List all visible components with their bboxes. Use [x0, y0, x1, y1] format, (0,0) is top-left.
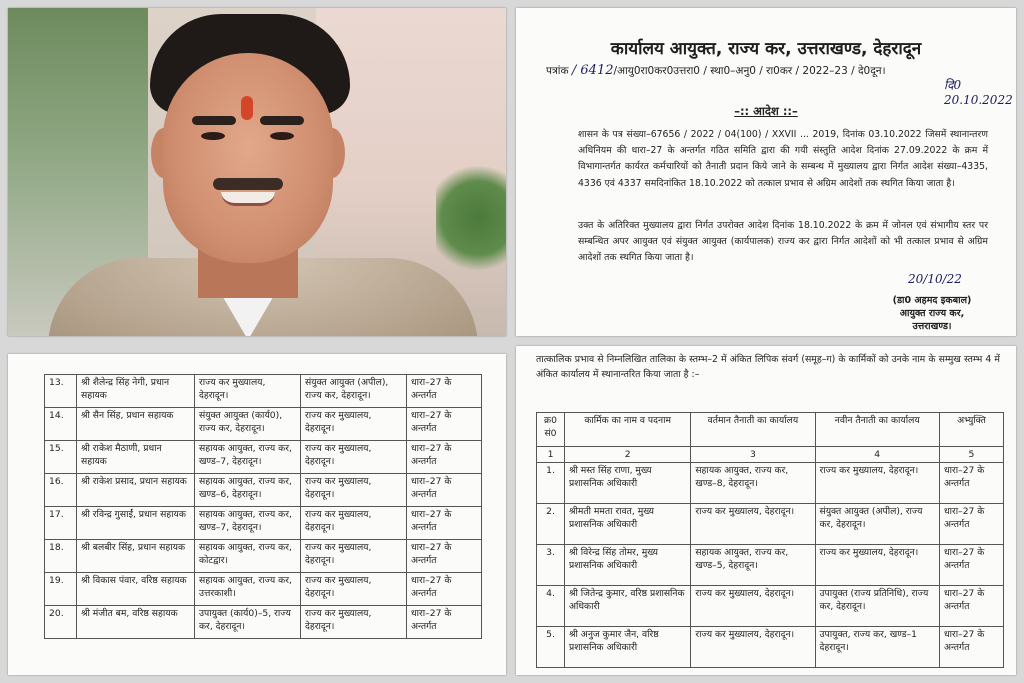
new-posting: राज्य कर मुख्यालय, देहरादून। — [301, 540, 407, 573]
employee-name: श्री जितेन्द्र कुमार, वरिष्ठ प्रशासनिक अधिकारी — [565, 586, 691, 627]
table-row — [45, 540, 482, 573]
column-index: 2 — [565, 447, 691, 463]
row-number: 15. — [45, 441, 77, 474]
row-number: 3. — [537, 545, 565, 586]
current-posting: राज्य कर मुख्यालय, देहरादून। — [195, 375, 301, 408]
table-row — [45, 606, 482, 639]
header-remark: अभ्युक्ति — [939, 413, 1003, 447]
row-number: 14. — [45, 408, 77, 441]
row-number: 1. — [537, 463, 565, 504]
remark: धारा–27 के अन्तर्गत — [939, 545, 1003, 586]
table-row — [45, 474, 482, 507]
current-posting: उपायुक्त (कार्य0)–5, राज्य कर, देहरादून। — [195, 606, 301, 639]
remark: धारा–27 के अन्तर्गत — [407, 606, 482, 639]
employee-name: श्री मस्त सिंह राणा, मुख्य प्रशासनिक अधिकारी — [565, 463, 691, 504]
new-posting: राज्य कर मुख्यालय, देहरादून। — [301, 573, 407, 606]
header-current: वर्तमान तैनाती का कार्यालय — [691, 413, 815, 447]
row-number: 20. — [45, 606, 77, 639]
row-number: 4. — [537, 586, 565, 627]
new-posting: संयुक्त आयुक्त (अपील), राज्य कर, देहरादून। — [815, 504, 939, 545]
employee-name: श्री अनुज कुमार जैन, वरिष्ठ प्रशासनिक अधिकारी — [565, 627, 691, 668]
new-posting: राज्य कर मुख्यालय, देहरादून। — [301, 507, 407, 540]
new-posting: राज्य कर मुख्यालय, देहरादून। — [301, 474, 407, 507]
current-posting: राज्य कर मुख्यालय, देहरादून। — [691, 627, 815, 668]
remark: धारा–27 के अन्तर्गत — [407, 540, 482, 573]
table-row — [537, 463, 1004, 504]
employee-name: श्री सैन सिंह, प्रधान सहायक — [77, 408, 195, 441]
column-index: 3 — [691, 447, 815, 463]
column-index: 5 — [939, 447, 1003, 463]
doc-paragraph-2: उक्त के अतिरिक्त मुख्यालय द्वारा निर्गत उपरोक्त आदेश दिनांक 18.10.2022 के क्रम में जोनल एवं संभागीय स्तर पर सम्बन्धित अपर आयुक्त एवं संयुक्त आयुक्त (कार्यपालक) राज्य कर द्वारा निर्गत आदेशों को भी तत्काल प्रभाव से अग्रिम आदेशों तक स्थगित किया जाता है। — [578, 220, 988, 264]
new-posting: राज्य कर मुख्यालय, देहरादून। — [301, 606, 407, 639]
photo-tilak — [241, 96, 253, 120]
row-number: 19. — [45, 573, 77, 606]
remark: धारा–27 के अन्तर्गत — [407, 408, 482, 441]
photo-tree — [436, 158, 506, 278]
employee-name: श्री शैलेन्द्र सिंह नेगी, प्रधान सहायक — [77, 375, 195, 408]
portrait-photo — [8, 8, 506, 336]
transfer-table-start — [516, 346, 1016, 675]
column-index: 4 — [815, 447, 939, 463]
row-number: 16. — [45, 474, 77, 507]
employee-name: श्री बलबीर सिंह, प्रधान सहायक — [77, 540, 195, 573]
header-name: कार्मिक का नाम व पदनाम — [565, 413, 691, 447]
transfer-table-right — [536, 412, 1004, 668]
doc-signatory-block — [872, 294, 992, 333]
remark: धारा–27 के अन्तर्गत — [939, 586, 1003, 627]
table-row — [537, 545, 1004, 586]
doc-office-title: कार्यालय आयुक्त, राज्य कर, उत्तराखण्ड, देहरादून — [610, 39, 922, 59]
current-posting: सहायक आयुक्त, राज्य कर, खण्ड–7, देहरादून। — [195, 507, 301, 540]
remark: धारा–27 के अन्तर्गत — [407, 507, 482, 540]
doc-ref-text: /आयु0रा0कर0उत्तरा0 / स्था0–अनु0 / रा0कर / 2022–23 / दे0दून। — [613, 65, 886, 77]
remark: धारा–27 के अन्तर्गत — [939, 504, 1003, 545]
order-document — [516, 8, 1016, 336]
new-posting: राज्य कर मुख्यालय, देहरादून। — [815, 545, 939, 586]
remark: धारा–27 के अन्तर्गत — [407, 375, 482, 408]
current-posting: सहायक आयुक्त, राज्य कर, खण्ड–7, देहरादून। — [195, 441, 301, 474]
employee-name: श्री विकास पंवार, वरिष्ठ सहायक — [77, 573, 195, 606]
photo-brow-right — [260, 116, 304, 125]
employee-name: श्री विरेन्द्र सिंह तोमर, मुख्य प्रशासनिक अधिकारी — [565, 545, 691, 586]
employee-name: श्री रविन्द्र गुसाईं, प्रधान सहायक — [77, 507, 195, 540]
header-serial: क्र0 सं0 — [537, 413, 565, 447]
employee-name: श्रीमती ममता रावत, मुख्य प्रशासनिक अधिकारी — [565, 504, 691, 545]
doc-signatory-designation: आयुक्त राज्य कर, — [899, 308, 965, 319]
photo-smile — [221, 192, 275, 206]
photo-brow-left — [192, 116, 236, 125]
table-row — [537, 627, 1004, 668]
table-row — [537, 504, 1004, 545]
header-new: नवीन तैनाती का कार्यालय — [815, 413, 939, 447]
current-posting: संयुक्त आयुक्त (कार्य0), राज्य कर, देहरादून। — [195, 408, 301, 441]
remark: धारा–27 के अन्तर्गत — [939, 627, 1003, 668]
row-number: 2. — [537, 504, 565, 545]
current-posting: सहायक आयुक्त, राज्य कर, खण्ड–6, देहरादून। — [195, 474, 301, 507]
photo-eye-left — [201, 132, 225, 140]
photo-face — [163, 53, 333, 263]
transfer-table-continued — [8, 354, 506, 675]
new-posting: राज्य कर मुख्यालय, देहरादून। — [301, 441, 407, 474]
doc-reference-line — [546, 63, 886, 78]
current-posting: सहायक आयुक्त, राज्य कर, कोटद्वार। — [195, 540, 301, 573]
new-posting: राज्य कर मुख्यालय, देहरादून। — [815, 463, 939, 504]
table-row — [537, 586, 1004, 627]
new-posting: उपायुक्त (राज्य प्रतिनिधि), राज्य कर, देहरादून। — [815, 586, 939, 627]
employee-name: श्री राकेश प्रसाद, प्रधान सहायक — [77, 474, 195, 507]
row-number: 13. — [45, 375, 77, 408]
photo-mustache — [213, 178, 283, 190]
table-row — [45, 408, 482, 441]
doc-order-heading: –:: आदेश ::– — [734, 104, 798, 118]
doc-ref-handwritten-number: / 6412 — [571, 63, 614, 78]
table-intro-text: तात्कालिक प्रभाव से निम्नलिखित तालिका के स्तम्भ–2 में अंकित लिपिक संवर्ग (समूह–ग) के कार्मिकों को उनके नाम के सम्मुख स्तम्भ 4 में अंकित कार्यालय में स्थानान्तरित किया जाता है :– — [536, 354, 1000, 380]
current-posting: राज्य कर मुख्यालय, देहरादून। — [691, 586, 815, 627]
employee-name: श्री राकेश मैठाणी, प्रधान सहायक — [77, 441, 195, 474]
row-number: 5. — [537, 627, 565, 668]
table-row — [45, 507, 482, 540]
doc-signatory-state: उत्तराखण्ड। — [912, 321, 952, 332]
current-posting: सहायक आयुक्त, राज्य कर, उत्तरकाशी। — [195, 573, 301, 606]
column-index: 1 — [537, 447, 565, 463]
doc-paragraph-1: शासन के पत्र संख्या–67656 / 2022 / 04(100) / XXVII ... 2019, दिनांक 03.10.2022 जिसमें स्थानान्तरण अधिनियम की धारा–27 के अन्तर्गत गठित समिति द्वारा की गयी संस्तुति आदेश दिनांक 27.09.2022 के क्रम में विभागान्तर्गत कार्यरत कर्मचारियों को तैनाती प्रदान किये जाने के सम्बन्ध में मुख्यालय द्वारा निर्गत आदेश संख्या–4335, 4336 एवं 4337 समदिनांकित 18.10.2022 को तत्काल प्रभाव से अग्रिम आदेशों तक स्थगित किया जाता है। — [578, 129, 988, 189]
photo-eye-right — [270, 132, 294, 140]
doc-handwritten-signature: 20/10/22 — [908, 272, 962, 286]
remark: धारा–27 के अन्तर्गत — [407, 573, 482, 606]
new-posting: संयुक्त आयुक्त (अपील), राज्य कर, देहरादून। — [301, 375, 407, 408]
table-row — [45, 441, 482, 474]
remark: धारा–27 के अन्तर्गत — [939, 463, 1003, 504]
doc-handwritten-date: दि0 20.10.2022 — [944, 78, 1013, 107]
table-row — [45, 573, 482, 606]
transfer-table-left — [44, 374, 482, 639]
current-posting: सहायक आयुक्त, राज्य कर, खण्ड–5, देहरादून। — [691, 545, 815, 586]
new-posting: उपायुक्त, राज्य कर, खण्ड–1 देहरादून। — [815, 627, 939, 668]
current-posting: राज्य कर मुख्यालय, देहरादून। — [691, 504, 815, 545]
table-row — [45, 375, 482, 408]
doc-ref-prefix: पत्रांक — [546, 65, 569, 77]
doc-signatory-name: (डा0 अहमद इकबाल) — [892, 295, 972, 306]
new-posting: राज्य कर मुख्यालय, देहरादून। — [301, 408, 407, 441]
remark: धारा–27 के अन्तर्गत — [407, 474, 482, 507]
employee-name: श्री मंजीत बम, वरिष्ठ सहायक — [77, 606, 195, 639]
row-number: 17. — [45, 507, 77, 540]
remark: धारा–27 के अन्तर्गत — [407, 441, 482, 474]
row-number: 18. — [45, 540, 77, 573]
current-posting: सहायक आयुक्त, राज्य कर, खण्ड–8, देहरादून। — [691, 463, 815, 504]
